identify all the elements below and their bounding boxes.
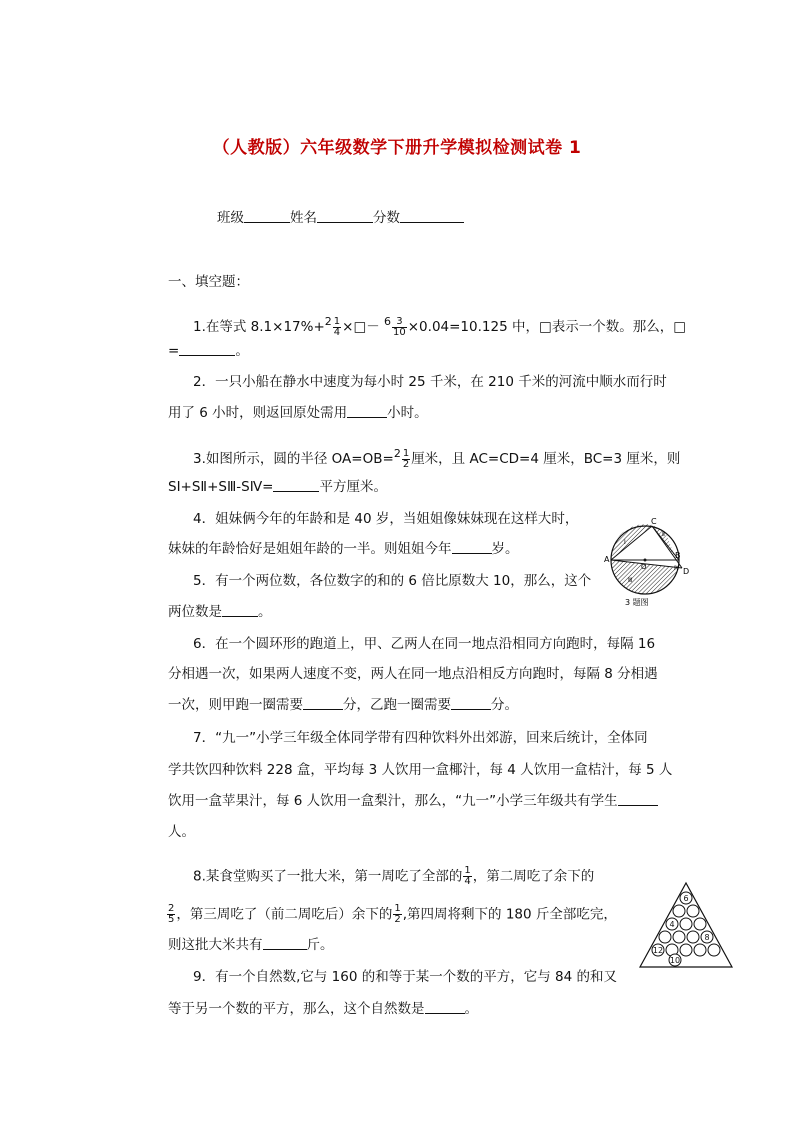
question-7-line-3: 饮用一盒苹果汁，每 6 人饮用一盒梨汁，那么，“九一”小学三年级共有学生: [168, 792, 658, 810]
question-6-line-3: 一次，则甲跑一圈需要 分，乙跑一圈需要 分。: [168, 697, 518, 713]
question-7-line-1: 7．“九一”小学三年级全体同学带有四种饮料外出郊游，回来后统计，全体同: [193, 730, 648, 746]
name-blank: [317, 210, 373, 223]
section-heading: 一、填空题：: [168, 274, 249, 290]
question-8-line-1: 8.某食堂购买了一批大米，第一周吃了全部的 $\frac{1}{4}$ ，第二周吃了余下的: [193, 865, 595, 887]
question-2-line-1: 2．一只小船在静水中速度为每小时 25 千米，在 210 千米的河流中顺水而行时: [193, 374, 667, 390]
question-1-line-2: = 。: [168, 343, 249, 359]
label-region-2: Ⅱ: [662, 531, 665, 538]
question-4-line-2: 妹妹的年龄恰好是姐姐年龄的一半。则姐姐今年 岁。: [168, 541, 519, 557]
question-3-line-2: SⅠ+SⅡ+SⅢ-SⅣ= 平方厘米。: [168, 479, 387, 495]
question-6-line-2: 分相遇一次，如果两人速度不变，两人在同一地点沿相反方向跑时，每隔 8 分相遇: [168, 666, 658, 682]
student-info: [217, 206, 464, 226]
label-region-1: Ⅰ: [624, 539, 626, 546]
question-4-line-1: 4．姐妹俩今年的年龄和是 40 岁，当姐姐像妹妹现在这样大时，: [193, 511, 579, 527]
question-7-line-2: 学共饮四种饮料 228 盒，平均每 3 人饮用一盒椰汁，每 4 人饮用一盒桔汁，每 5 人: [168, 762, 673, 778]
triangle-figure: [636, 880, 736, 970]
label-region-4: Ⅳ: [674, 565, 680, 572]
question-9-line-2: 等于另一个数的平方，那么，这个自然数是 。: [168, 1001, 478, 1017]
fraction: $\frac{1}{2}$: [402, 447, 410, 470]
name-label: 姓名: [290, 210, 317, 226]
question-5-line-2: 两位数是 。: [168, 604, 272, 620]
question-8-line-2: $\frac{2}{5}$ ，第三周吃了（前二周吃后）余下的 $\frac{1}{2}$ ,第四周将剩下的 180 斤全部吃完，: [168, 903, 617, 925]
score-blank: [400, 210, 464, 223]
label-d: D: [683, 567, 690, 576]
label-c: C: [651, 517, 657, 526]
class-blank: [244, 210, 290, 223]
question-6-line-1: 6．在一个圆环形的跑道上，甲、乙两人在同一地点沿相同方向跑时，每隔 16: [193, 636, 656, 652]
label-a: A: [604, 555, 610, 564]
figure-caption: 3 题图: [625, 598, 649, 607]
question-8-line-3: 则这批大米共有 斤。: [168, 937, 334, 953]
question-7-line-4: 人。: [168, 824, 195, 840]
label-b: B: [675, 551, 681, 560]
class-label: 班级: [217, 210, 244, 226]
number-10: 10: [669, 956, 681, 965]
page-title: （人教版）六年级数学下册升学模拟检测试卷 1: [212, 138, 582, 158]
fraction: $\frac{1}{4}$: [333, 315, 341, 338]
fraction: $\frac{1}{2}$: [394, 903, 401, 925]
label-o: O: [641, 563, 647, 571]
score-label: 分数: [373, 210, 400, 226]
question-9-line-1: 9．有一个自然数,它与 160 的和等于某一个数的平方，它与 84 的和又: [193, 969, 617, 985]
fraction: $\frac{2}{5}$: [168, 903, 175, 925]
label-region-3: Ⅲ: [628, 577, 633, 584]
question-3-line-1: 3.如图所示，圆的半径 OA=OB=$^2$ $\frac{1}{2}$ 厘米，且 AC=CD=4 厘米，BC=3 厘米，则: [193, 447, 681, 470]
question-1-line-1: 1.在等式 8.1×17%+$^2$ $\frac{1}{4}$ ×□－ $^6$ $\frac{3}{10}$ ×0.04=10.125 中，□表示一个数。那么，□: [193, 315, 686, 338]
circle-figure: [596, 512, 696, 608]
question-2-line-2: 用了 6 小时，则返回原处需用 小时。: [168, 405, 428, 421]
fraction: $\frac{3}{10}$: [393, 315, 406, 338]
number-6: 6: [683, 894, 689, 903]
question-5-line-1: 5．有一个两位数，各位数字的和的 6 倍比原数大 10，那么，这个: [193, 573, 592, 589]
number-8: 8: [704, 933, 710, 942]
fraction: $\frac{1}{4}$: [464, 865, 471, 887]
number-4: 4: [669, 920, 675, 929]
number-12: 12: [652, 946, 664, 955]
